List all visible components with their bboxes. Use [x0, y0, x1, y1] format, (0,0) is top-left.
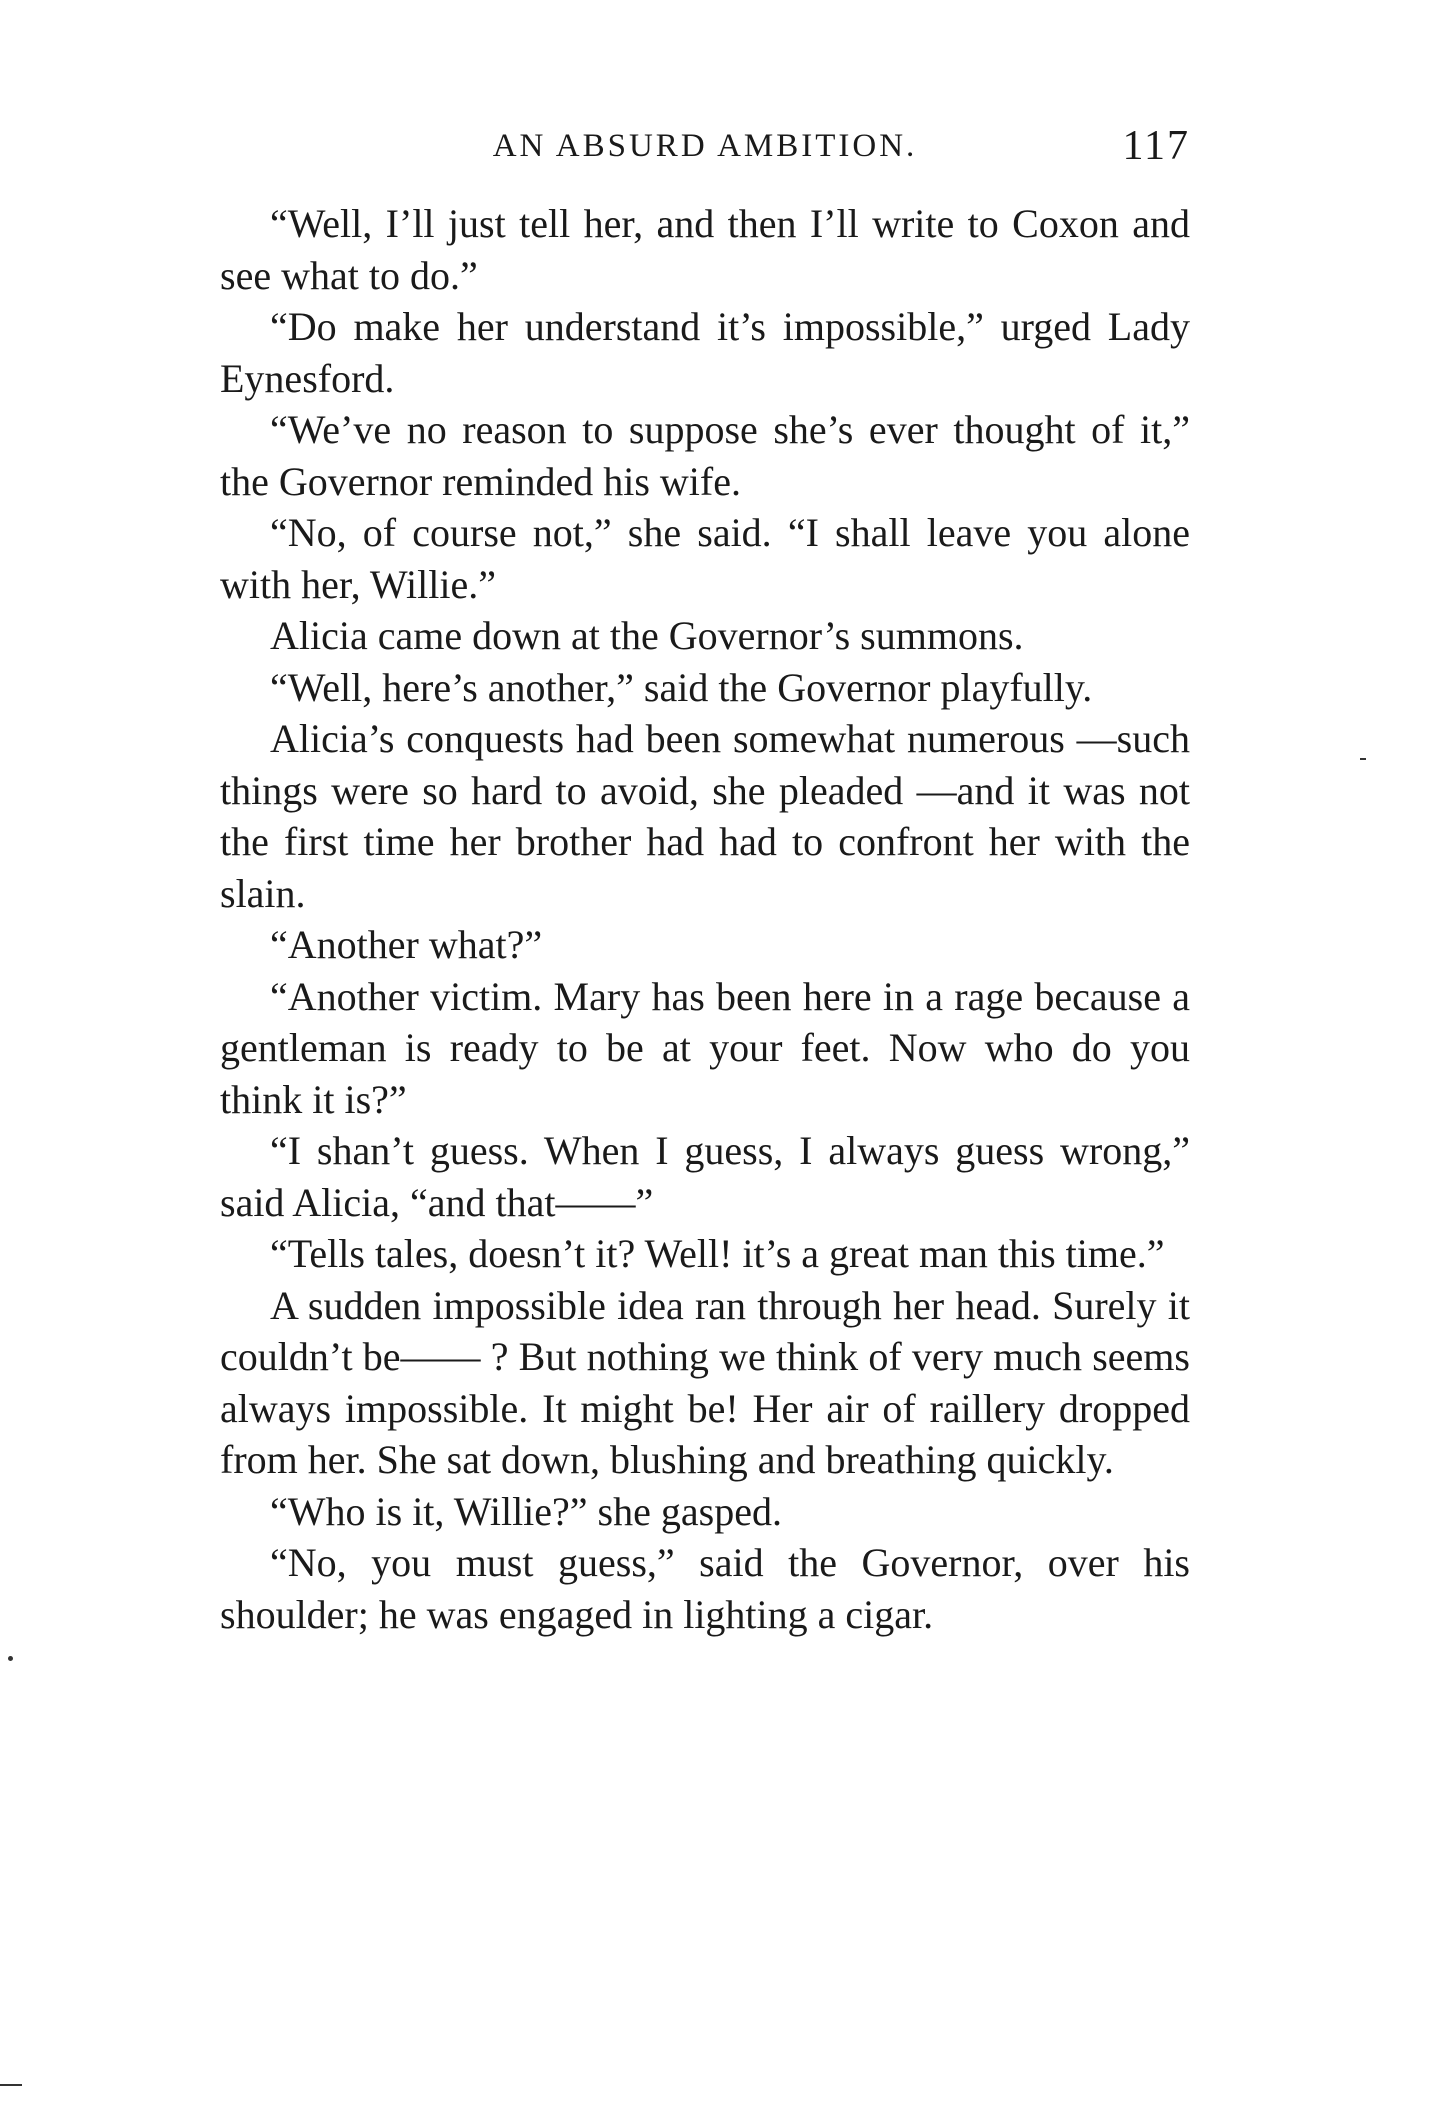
paragraph: “Tells tales, doesn’t it? Well! it’s a great man this time.” [270, 1231, 1165, 1276]
running-head [220, 116, 1190, 176]
paragraph: “Another what?” [270, 922, 543, 967]
scan-speck [8, 1656, 13, 1661]
scan-edge-mark [0, 2084, 22, 2086]
paragraph: “Well, I’ll just tell her, and then I’ll write to Coxon and see what to do.” [220, 201, 1190, 298]
page-number: 117 [1122, 123, 1190, 169]
paragraph: “No, you must guess,” said the Governor, over his shoulder; he was engaged in lighting a cigar. [220, 1540, 1190, 1637]
scan-speck [1360, 758, 1366, 760]
paragraph: Alicia’s conquests had been somewhat numerous —such things were so hard to avoid, she pleaded —and it was not the first time her brother had had to confront her with the slain. [220, 716, 1190, 916]
paragraph: “Who is it, Willie?” she gasped. [270, 1488, 782, 1534]
paragraph: “Do make her understand it’s impossible,” urged Lady Eynesford. [220, 304, 1190, 401]
paragraph: A sudden impossible idea ran through her head. Surely it couldn’t be—— ? But nothing we think of very much seems always impossible. It might be! Her air of raillery dropped from her. She sat down, blushing and breathing quickly. [220, 1282, 1190, 1482]
paragraph: “No, of course not,” she said. “I shall leave you alone with her, Willie.” [220, 510, 1190, 607]
running-title: AN ABSURD AMBITION. [492, 128, 918, 164]
paragraph: Alicia came down at the Governor’s summons. [270, 613, 1024, 658]
body-text [220, 198, 1190, 1640]
paragraph: “We’ve no reason to suppose she’s ever thought of it,” the Governor reminded his wife. [220, 407, 1190, 504]
paragraph: “Well, here’s another,” said the Governor playfully. [270, 664, 1093, 710]
paragraph: “I shan’t guess. When I guess, I always guess wrong,” said Alicia, “and that——” [220, 1128, 1190, 1225]
paragraph: “Another victim. Mary has been here in a rage because a gentleman is ready to be at your feet. Now who do you think it is?” [220, 973, 1190, 1122]
